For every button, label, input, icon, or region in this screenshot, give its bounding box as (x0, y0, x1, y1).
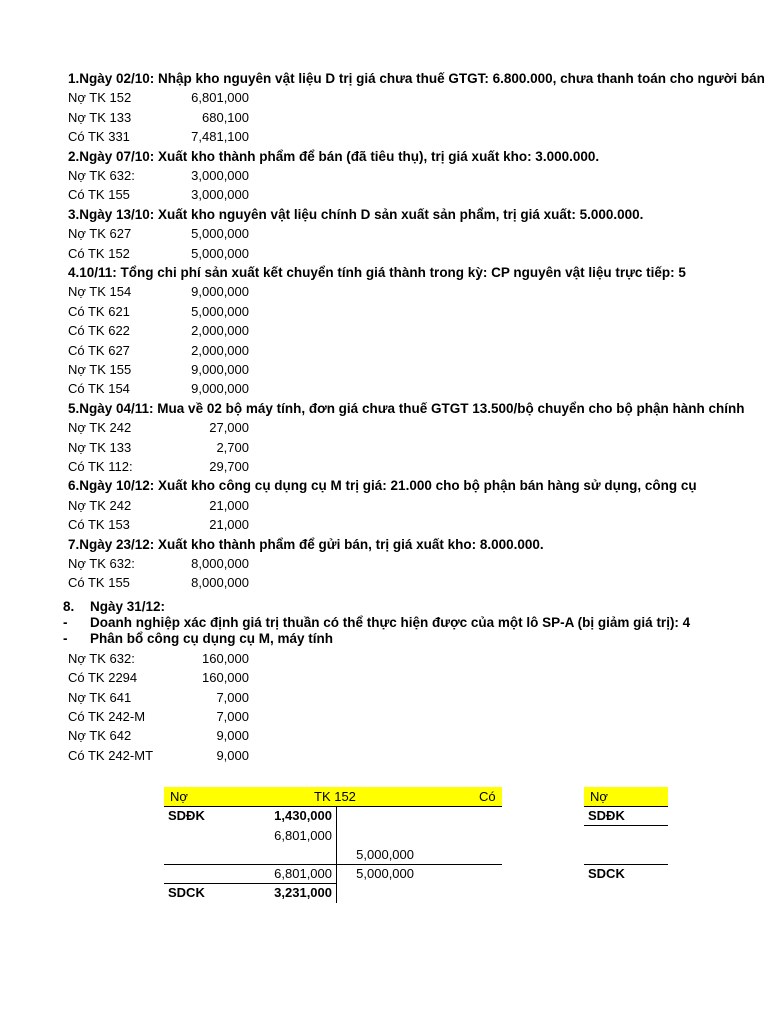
account-label: Nợ TK 154 (68, 284, 132, 300)
account-amount: 2,700 (216, 439, 249, 455)
account-amount: 7,000 (216, 709, 249, 724)
t-account-divider (336, 806, 337, 903)
account-amount: 3,000,000 (191, 168, 249, 183)
account-label: Có TK 153 (68, 517, 130, 533)
entry8-number: 8. (63, 598, 75, 614)
account-amount: 8,000,000 (191, 575, 249, 591)
closing-balance-value: 3,231,000 (274, 885, 332, 900)
debit-label: Nợ (170, 789, 188, 804)
account-label: Có TK 155 (68, 575, 130, 591)
account-label: Nợ TK 632: (68, 650, 135, 666)
account-amount: 2,000,000 (191, 342, 249, 358)
account-label: Nợ TK 133 (68, 109, 132, 125)
opening-balance-label: SDĐK (168, 808, 205, 823)
account-label: Nợ TK 642 (68, 728, 132, 744)
account-label: Có TK 154 (68, 381, 130, 397)
account-amount: 160,000 (202, 670, 249, 686)
account-amount: 9,000,000 (191, 381, 249, 397)
account-amount: 9,000,000 (191, 284, 249, 300)
bullet-text: Phân bổ công cụ dụng cụ M, máy tính (90, 630, 333, 646)
account-label: Nợ TK 242 (68, 420, 132, 436)
credit-entry: 5,000,000 (356, 847, 414, 862)
account-label: Có TK 621 (68, 303, 130, 319)
header-rule (164, 806, 502, 807)
account-amount: 21,000 (209, 517, 249, 533)
account-label: Có TK 155 (68, 187, 130, 203)
entry-heading: 6.Ngày 10/12: Xuất kho công cụ dụng cụ M trị giá: 21.000 cho bộ phận bán hàng sử dụng, công cụ (68, 478, 697, 494)
credit-label: Có (479, 789, 496, 804)
account-amount: 9,000 (216, 747, 249, 763)
account-amount: 5,000,000 (191, 226, 249, 242)
entry-heading: 1.Ngày 02/10: Nhập kho nguyên vật liệu D trị giá chưa thuế GTGT: 6.800.000, chưa thanh toán cho người bán (68, 71, 765, 86)
debit-label: Nợ (590, 789, 608, 804)
account-amount: 680,100 (202, 109, 249, 125)
entry-heading: 7.Ngày 23/12: Xuất kho thành phẩm để gửi bán, trị giá xuất kho: 8.000.000. (68, 536, 544, 552)
account-amount: 7,000 (216, 689, 249, 705)
account-label: Nợ TK 632: (68, 556, 135, 571)
account-label: Có TK 152 (68, 245, 130, 261)
account-amount: 2,000,000 (191, 323, 249, 339)
opening-rule (584, 825, 668, 826)
entry-heading: 5.Ngày 04/11: Mua về 02 bộ máy tính, đơn giá chưa thuế GTGT 13.500/bộ chuyển cho bộ phận hành chính (68, 400, 745, 416)
totals-rule (164, 864, 502, 865)
bullet-dash: - (63, 614, 68, 630)
account-amount: 9,000,000 (191, 362, 249, 377)
account-amount: 8,000,000 (191, 556, 249, 571)
closing-balance-label: SDCK (168, 885, 205, 900)
bullet-dash: - (63, 630, 68, 646)
entry8-title: Ngày 31/12: (90, 598, 166, 614)
account-amount: 9,000 (216, 728, 249, 744)
entry-heading: 4.10/11: Tổng chi phí sản xuất kết chuyển tính giá thành trong kỳ: CP nguyên vật liệu trực tiếp: 5 (68, 265, 686, 280)
t-account-second (584, 787, 668, 897)
account-amount: 6,801,000 (191, 90, 249, 106)
account-label: Nợ TK 133 (68, 439, 132, 455)
account-label: Có TK 331 (68, 129, 130, 145)
account-amount: 27,000 (209, 420, 249, 436)
entry-heading: 2.Ngày 07/10: Xuất kho thành phẩm để bán (đã tiêu thụ), trị giá xuất kho: 3.000.000. (68, 148, 600, 164)
account-label: Nợ TK 632: (68, 168, 135, 183)
account-amount: 5,000,000 (191, 303, 249, 319)
bullet-text: Doanh nghiệp xác định giá trị thuần có thể thực hiện được của một lô SP-A (bị giảm giá trị): 4 (90, 614, 691, 630)
account-label: Nợ TK 641 (68, 689, 132, 705)
account-label: Nợ TK 152 (68, 90, 132, 106)
opening-balance-value: 1,430,000 (274, 808, 332, 823)
entry-heading: 3.Ngày 13/10: Xuất kho nguyên vật liệu chính D sản xuất sản phẩm, trị giá xuất: 5.000.000. (68, 206, 644, 222)
account-label: Có TK 622 (68, 323, 130, 339)
credit-total: 5,000,000 (356, 866, 414, 881)
account-label: Có TK 242-MT (68, 747, 154, 763)
closing-balance-label: SDCK (588, 866, 625, 881)
account-label: Nợ TK 627 (68, 226, 132, 242)
account-amount: 21,000 (209, 497, 249, 513)
account-amount: 7,481,100 (191, 129, 249, 145)
account-label: Nợ TK 242 (68, 497, 132, 513)
debit-entry: 6,801,000 (274, 828, 332, 843)
account-label: Có TK 242-M (68, 709, 146, 724)
opening-balance-label: SDĐK (588, 808, 625, 823)
account-label: Nợ TK 155 (68, 362, 132, 377)
account-label: Có TK 2294 (68, 670, 138, 686)
account-label: Có TK 627 (68, 342, 130, 358)
account-amount: 5,000,000 (191, 245, 249, 261)
account-label: Có TK 112: (68, 459, 133, 474)
account-title: TK 152 (314, 789, 356, 804)
debit-total: 6,801,000 (274, 866, 332, 881)
account-amount: 3,000,000 (191, 187, 249, 203)
account-amount: 160,000 (202, 650, 249, 666)
account-amount: 29,700 (209, 459, 249, 474)
